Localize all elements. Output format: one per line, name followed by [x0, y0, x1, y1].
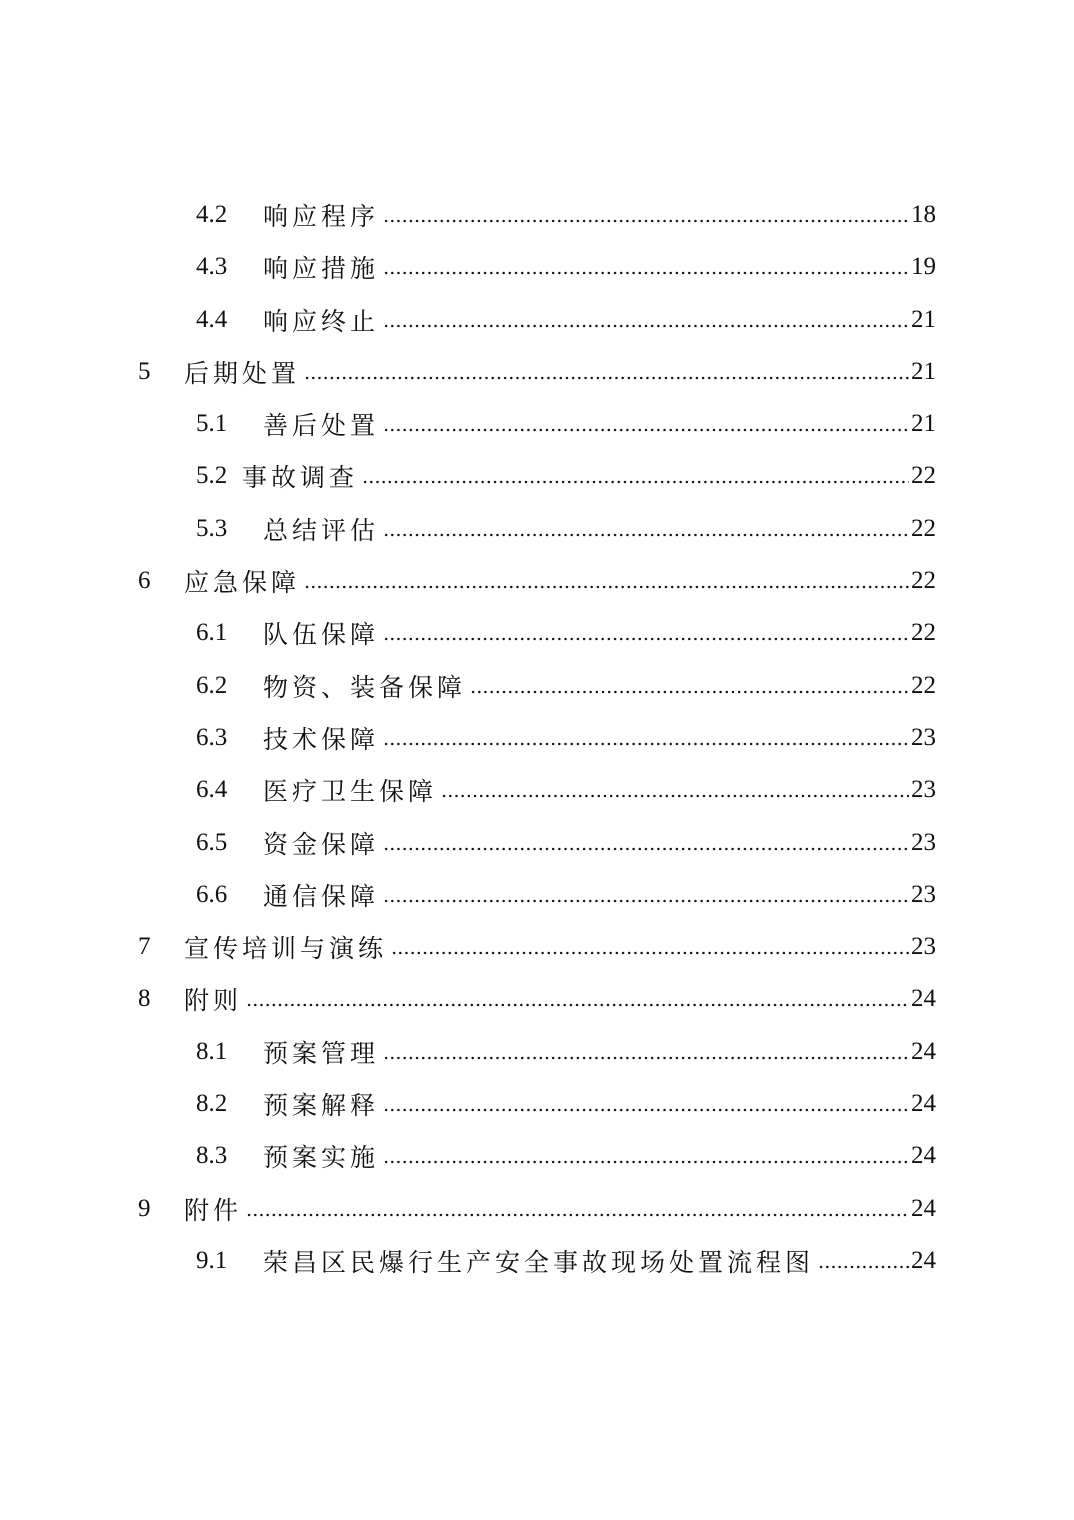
section-number: 5.1 [196, 410, 228, 438]
dot-leader [246, 1211, 909, 1219]
dot-leader [304, 583, 909, 591]
toc-entry[interactable] [0, 1183, 1074, 1235]
section-title: 宣传培训与演练 [184, 934, 388, 964]
section-title: 通信保障 [263, 881, 380, 911]
section-number: 8.1 [196, 1037, 228, 1065]
toc-entry[interactable] [0, 921, 1074, 973]
page-number: 23 [911, 933, 936, 961]
section-title: 后期处置 [184, 358, 301, 388]
page-number: 18 [911, 201, 936, 228]
section-number: 6.6 [196, 880, 228, 908]
dot-leader [246, 1001, 909, 1009]
page-number: 23 [911, 776, 936, 804]
table-of-contents [0, 189, 1074, 1287]
section-number: 6.3 [196, 723, 228, 751]
dot-leader [383, 217, 909, 225]
dot-leader [383, 845, 909, 853]
toc-entry[interactable] [0, 1235, 1074, 1287]
page-number: 23 [911, 880, 936, 908]
section-title: 技术保障 [263, 724, 380, 754]
section-number: 6.4 [196, 776, 228, 804]
dot-leader [362, 478, 909, 486]
section-title: 预案管理 [263, 1038, 380, 1068]
toc-entry[interactable] [0, 450, 1074, 502]
page-number: 22 [911, 567, 936, 595]
section-number: 9 [138, 1194, 151, 1222]
toc-entry[interactable] [0, 869, 1074, 921]
section-title: 队伍保障 [263, 620, 380, 650]
section-number: 6.2 [196, 671, 228, 699]
dot-leader [383, 426, 909, 434]
toc-entry[interactable] [0, 398, 1074, 450]
page-number: 24 [911, 985, 936, 1013]
dot-leader [383, 897, 909, 905]
page-number: 24 [911, 1246, 936, 1274]
toc-entry[interactable] [0, 189, 1074, 241]
toc-entry[interactable] [0, 555, 1074, 607]
section-number: 8 [138, 985, 151, 1013]
dot-leader [383, 322, 909, 330]
section-title: 善后处置 [263, 411, 380, 441]
section-title: 响应终止 [263, 306, 380, 336]
page-number: 24 [911, 1090, 936, 1118]
toc-entry[interactable] [0, 764, 1074, 816]
page-number: 22 [911, 619, 936, 647]
toc-entry[interactable] [0, 1078, 1074, 1130]
section-title: 响应程序 [263, 202, 380, 231]
page-number: 21 [911, 410, 936, 438]
section-title: 附件 [184, 1195, 243, 1225]
section-title: 预案解释 [263, 1091, 380, 1121]
section-number: 8.2 [196, 1090, 228, 1118]
page-number: 22 [911, 671, 936, 699]
dot-leader [383, 531, 909, 539]
dot-leader [818, 1263, 909, 1271]
section-number: 9.1 [196, 1246, 228, 1274]
section-number: 4.4 [196, 305, 228, 333]
section-number: 5 [138, 357, 151, 385]
section-number: 5.2 [196, 462, 228, 490]
section-title: 物资、装备保障 [263, 672, 467, 702]
section-number: 4.3 [196, 253, 228, 281]
section-number: 4.2 [196, 201, 228, 228]
dot-leader [441, 792, 909, 800]
toc-entry[interactable] [0, 503, 1074, 555]
page-number: 23 [911, 723, 936, 751]
section-number: 8.3 [196, 1142, 228, 1170]
page-number: 24 [911, 1194, 936, 1222]
dot-leader [383, 740, 909, 748]
toc-entry[interactable] [0, 1130, 1074, 1182]
page-number: 24 [911, 1142, 936, 1170]
toc-entry[interactable] [0, 346, 1074, 398]
page-number: 24 [911, 1037, 936, 1065]
section-title: 响应措施 [263, 254, 380, 284]
section-number: 6.5 [196, 828, 228, 856]
toc-entry[interactable] [0, 973, 1074, 1025]
section-title: 医疗卫生保障 [263, 777, 438, 807]
toc-entry[interactable] [0, 712, 1074, 764]
dot-leader [383, 1158, 909, 1166]
dot-leader [391, 949, 909, 957]
dot-leader [304, 374, 909, 382]
page-number: 21 [911, 357, 936, 385]
toc-entry[interactable] [0, 817, 1074, 869]
toc-entry[interactable] [0, 294, 1074, 346]
section-number: 6.1 [196, 619, 228, 647]
section-title: 荣昌区民爆行生产安全事故现场处置流程图 [263, 1247, 815, 1277]
page-number: 23 [911, 828, 936, 856]
page-number: 22 [911, 514, 936, 542]
section-title: 事故调查 [242, 463, 359, 493]
page-number: 19 [911, 253, 936, 281]
section-title: 附则 [184, 986, 243, 1016]
section-title: 资金保障 [263, 829, 380, 859]
page-number: 21 [911, 305, 936, 333]
dot-leader [383, 269, 909, 277]
section-number: 7 [138, 933, 151, 961]
toc-entry[interactable] [0, 241, 1074, 293]
dot-leader [383, 1054, 909, 1062]
page-number: 22 [911, 462, 936, 490]
section-title: 预案实施 [263, 1143, 380, 1173]
section-number: 6 [138, 567, 151, 595]
section-title: 应急保障 [184, 568, 301, 598]
dot-leader [383, 635, 909, 643]
section-number: 5.3 [196, 514, 228, 542]
section-title: 总结评估 [263, 515, 380, 545]
dot-leader [470, 688, 909, 696]
toc-entry[interactable] [0, 660, 1074, 712]
toc-entry[interactable] [0, 1026, 1074, 1078]
dot-leader [383, 1106, 909, 1114]
toc-entry[interactable] [0, 607, 1074, 659]
